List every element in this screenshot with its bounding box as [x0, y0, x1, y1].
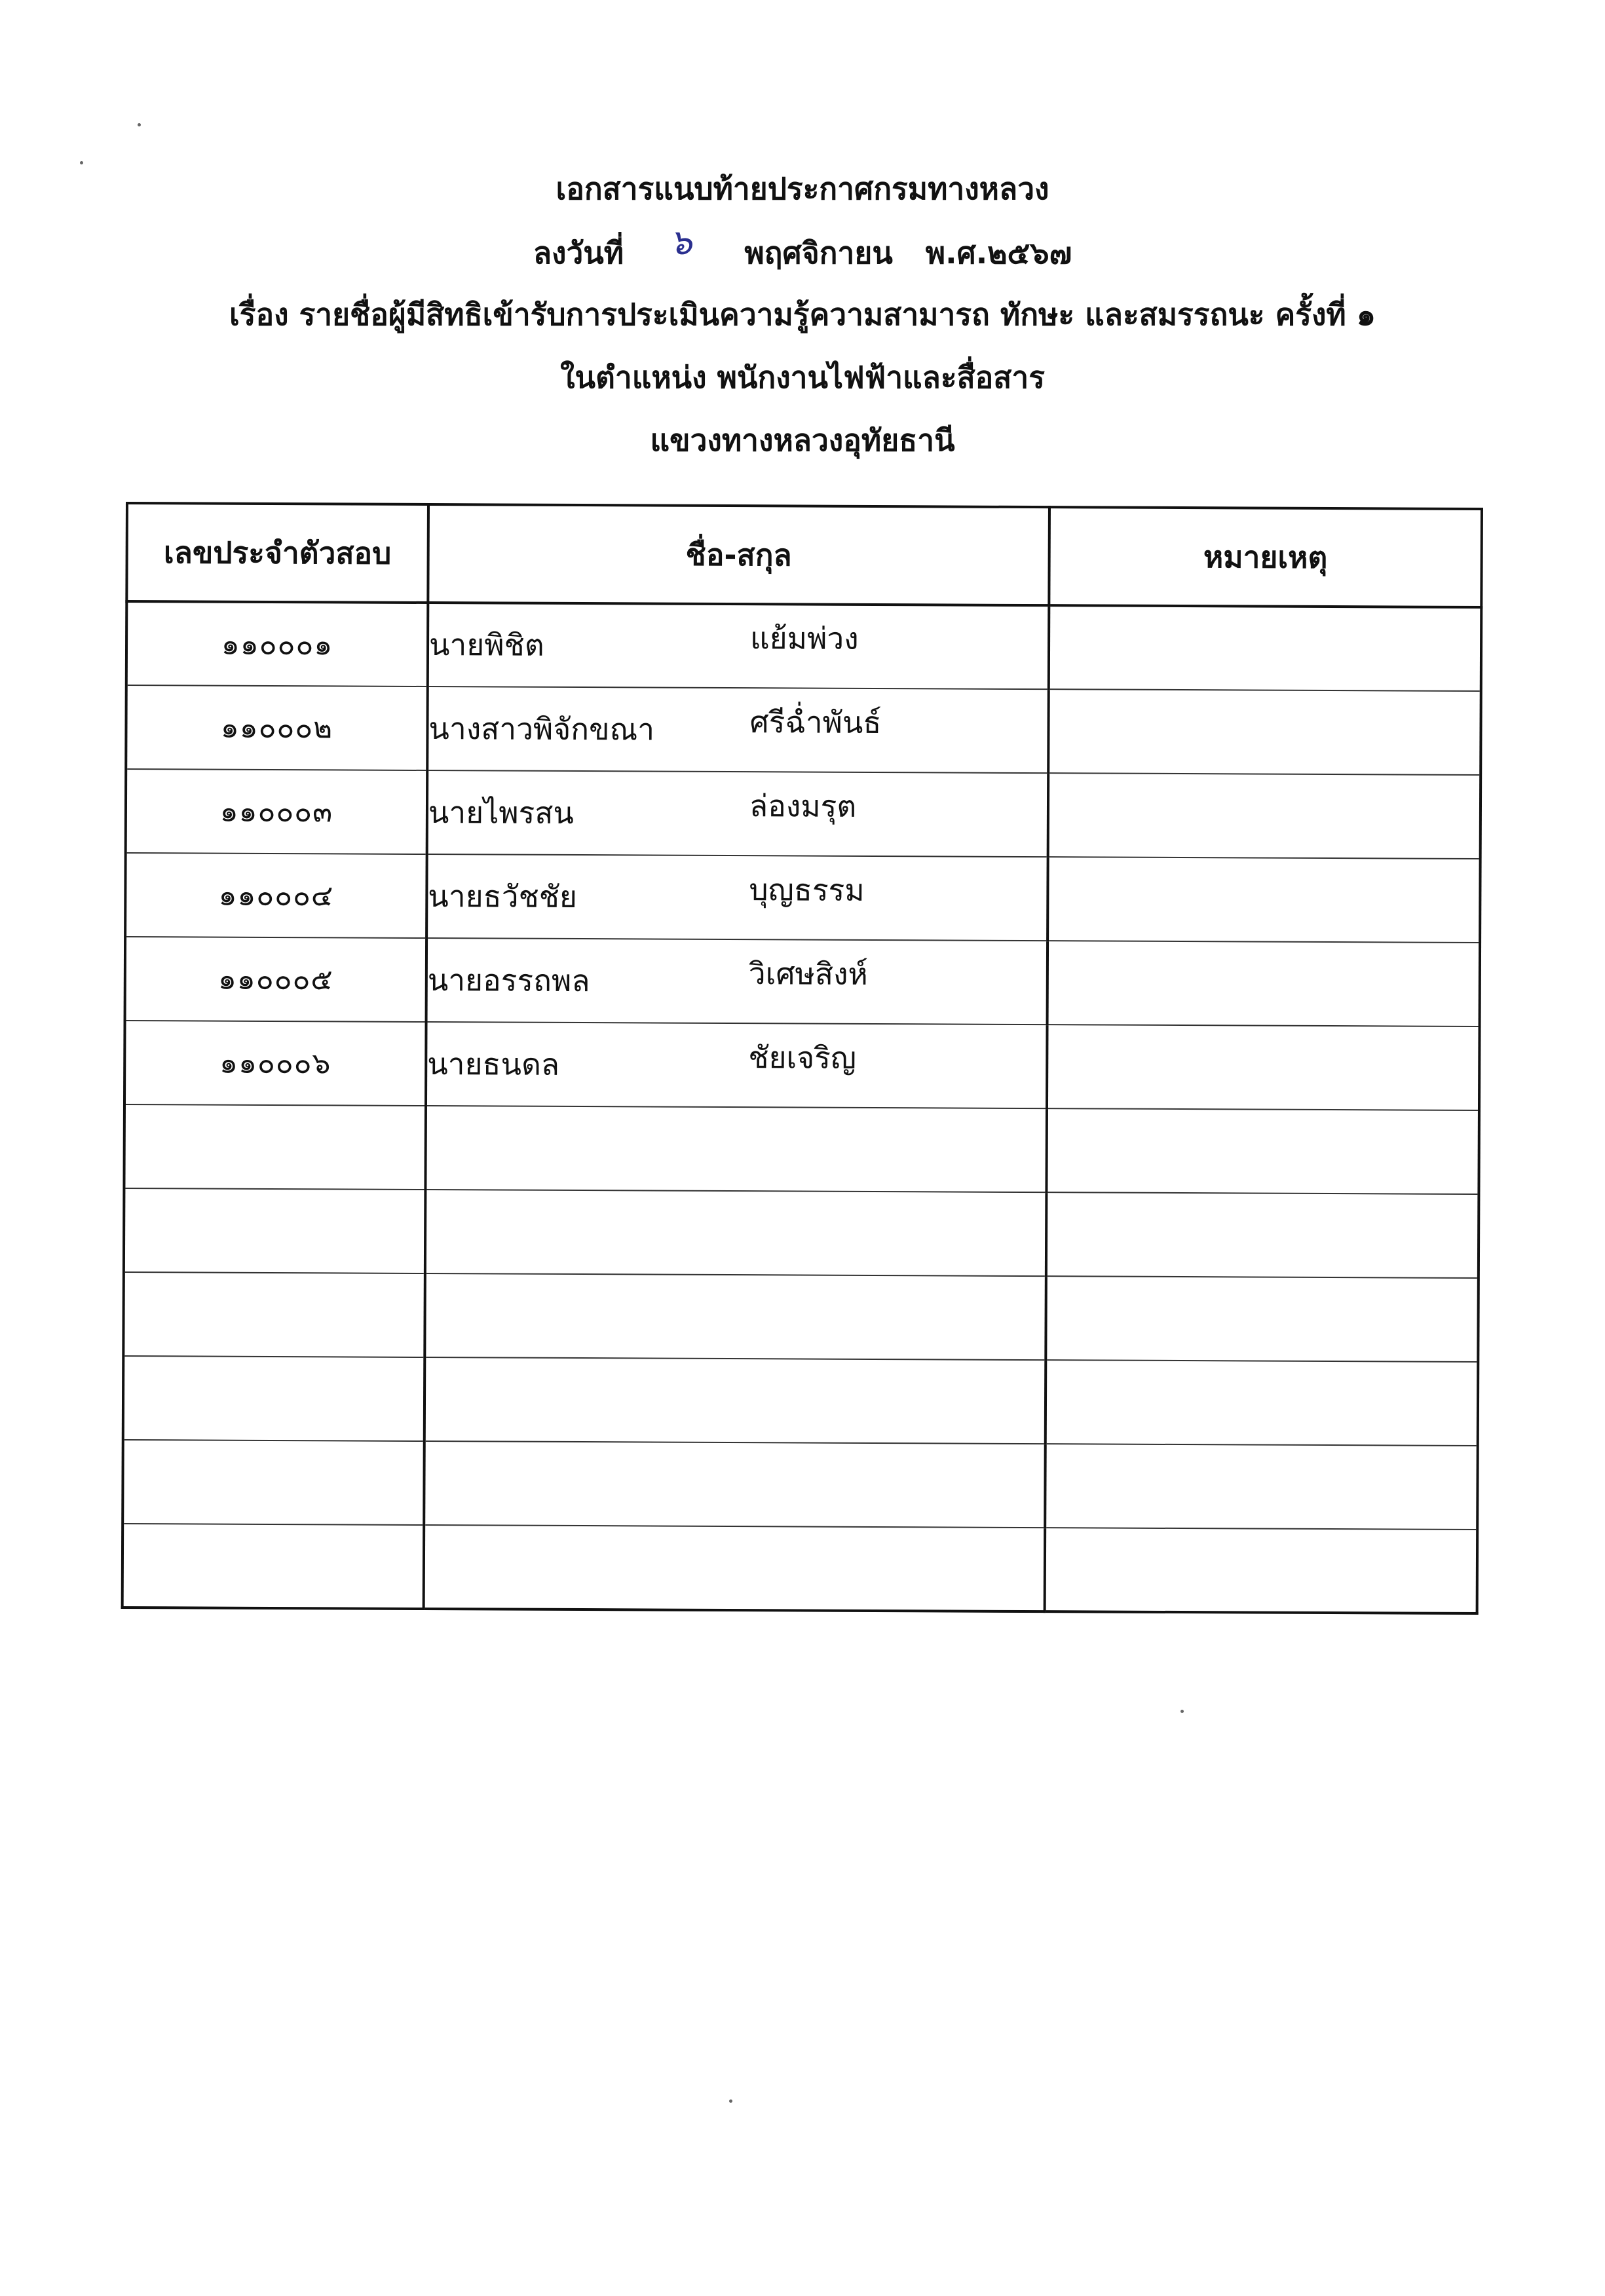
remarks-cell — [1048, 773, 1481, 859]
surname: ศรีฉ่ำพันธ์ — [749, 704, 882, 740]
table-row — [125, 853, 1481, 943]
name-cell — [425, 1357, 1046, 1444]
exam-id-cell — [123, 1524, 425, 1609]
scan-speck — [138, 123, 141, 126]
table-row — [123, 1440, 1478, 1530]
name-cell — [424, 1525, 1046, 1611]
handwritten-date-day: ๖ — [670, 221, 692, 263]
header-date-line — [0, 220, 1605, 283]
table-row — [126, 769, 1481, 859]
name-cell — [424, 1441, 1046, 1528]
name-cell — [428, 603, 1049, 689]
name-cell — [427, 770, 1049, 857]
table-header-row — [126, 503, 1482, 607]
exam-id-cell: ๑๑๐๐๐๑ — [126, 601, 428, 687]
column-header-remarks: หมายเหตุ — [1049, 507, 1482, 607]
given-name — [425, 1494, 746, 1495]
remarks-cell — [1048, 941, 1481, 1026]
remarks-cell — [1045, 1444, 1478, 1530]
surname: ล่องมรุต — [749, 787, 857, 824]
exam-id-cell — [123, 1356, 425, 1441]
scan-speck — [1180, 1710, 1184, 1713]
table-row — [126, 685, 1481, 775]
scan-speck — [729, 2099, 732, 2103]
name-cell — [425, 1106, 1047, 1192]
document-header — [0, 157, 1605, 472]
date-month: พฤศจิกายน — [744, 235, 893, 271]
surname: บุญธรรม — [749, 871, 865, 908]
table-row — [123, 1356, 1479, 1446]
table-row — [125, 937, 1481, 1026]
given-name: นายพิชิต — [428, 627, 544, 663]
exam-id-cell: ๑๑๐๐๐๒ — [126, 685, 428, 770]
header-announcement-line: เอกสารแนบท้ายประกาศกรมทางหลวง — [556, 171, 1049, 206]
surname: แย้มพ่วง — [749, 620, 859, 656]
name-cell — [425, 1190, 1047, 1276]
table-row — [124, 1104, 1479, 1194]
given-name — [427, 1158, 748, 1159]
exam-id-cell — [124, 1104, 426, 1190]
given-name — [426, 1326, 747, 1327]
table-row — [126, 601, 1482, 691]
given-name: นางสาวพิจักขณา — [428, 710, 655, 747]
exam-id-cell — [123, 1272, 425, 1357]
column-header-name: ชื่อ-สกุล — [428, 504, 1049, 605]
table-row — [123, 1272, 1479, 1362]
name-cell — [425, 1273, 1046, 1360]
table-row — [124, 1021, 1480, 1110]
exam-id-cell: ๑๑๐๐๐๕ — [125, 937, 427, 1022]
header-subject-line: เรื่อง รายชื่อผู้มีสิทธิเข้ารับการประเมินความรู้ความสามารถ ทักษะ และสมรรถนะ ครั้งที่ ๑ — [229, 297, 1376, 332]
remarks-cell — [1046, 1360, 1479, 1446]
column-header-exam-id: เลขประจำตัวสอบ — [126, 503, 428, 603]
given-name: นายไพรสน — [428, 794, 574, 831]
given-name — [426, 1242, 747, 1243]
remarks-cell — [1048, 689, 1481, 775]
surname: ชัยเจริญ — [748, 1039, 857, 1076]
given-name: นายธวัชชัย — [428, 878, 578, 914]
given-name — [426, 1410, 747, 1411]
date-prefix: ลงวันที่ — [533, 235, 624, 271]
exam-id-cell: ๑๑๐๐๐๖ — [124, 1021, 426, 1106]
given-name — [425, 1577, 746, 1579]
exam-id-cell: ๑๑๐๐๐๔ — [125, 853, 427, 938]
name-cell — [426, 938, 1048, 1025]
remarks-cell — [1046, 1108, 1479, 1194]
given-name: นายธนดล — [427, 1045, 560, 1082]
remarks-cell — [1046, 1192, 1479, 1278]
remarks-cell — [1046, 1276, 1479, 1362]
name-cell — [426, 1022, 1048, 1108]
table-row — [124, 1188, 1479, 1278]
given-name: นายอรรถพล — [427, 962, 590, 998]
remarks-cell — [1048, 857, 1481, 943]
exam-id-cell — [124, 1188, 426, 1273]
table-row — [123, 1524, 1478, 1613]
header-office-line: แขวงทางหลวงอุทัยธานี — [650, 423, 955, 458]
name-cell — [427, 687, 1049, 773]
candidate-table — [121, 502, 1483, 1615]
remarks-cell — [1045, 1528, 1478, 1613]
exam-id-cell — [123, 1440, 425, 1525]
surname: วิเศษสิงห์ — [748, 955, 868, 992]
exam-id-cell: ๑๑๐๐๐๓ — [126, 769, 428, 854]
remarks-cell — [1047, 1025, 1480, 1110]
name-cell — [426, 854, 1048, 941]
header-position-line: ในตำแหน่ง พนักงานไฟฟ้าและสื่อสาร — [560, 360, 1045, 395]
remarks-cell — [1049, 605, 1482, 691]
date-year: พ.ศ.๒๕๖๗ — [925, 235, 1072, 271]
